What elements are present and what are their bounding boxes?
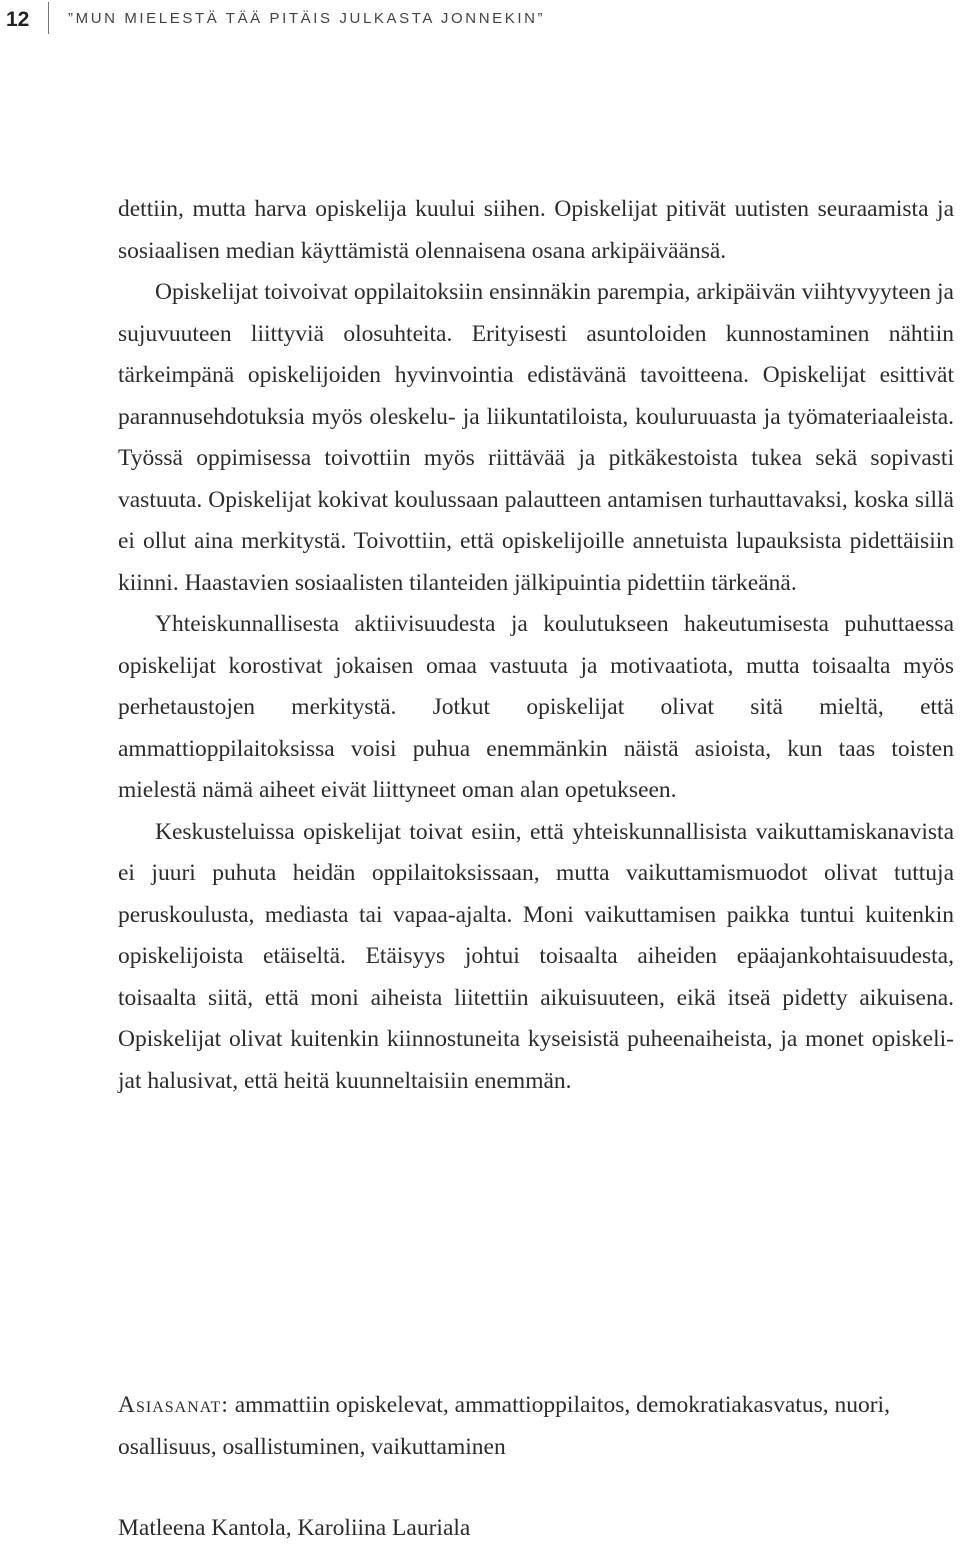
authors: Matleena Kantola, Karoliina Lauriala xyxy=(118,1515,471,1541)
running-title: ”MUN MIELESTÄ TÄÄ PITÄIS JULKASTA JONNEKIN” xyxy=(68,10,546,27)
body-text xyxy=(118,189,954,1102)
paragraph: Keskusteluissa opiskelijat toivat esiin, että yhteiskunnallisista vaikuttamiskanavista ei juuri puhuta heidän oppilaitoksissaan, mutta vaikuttamismuodot olivat tuttuja peruskoulusta, mediasta tai vapaa-ajalta. Moni vaikuttamisen paikka tuntui kuitenkin opiskelijoista etäiseltä. Etäisyys johtui toisaalta aiheiden epäajankohtaisuudesta, toisaalta siitä, että moni aiheista liitettiin aikuisuuteen, eikä itseä pidetty aikuisena. Opiskelijat olivat kuitenkin kiinnostuneita kyseisistä puheenaiheista, ja monet opiskelijat halusivat, että heitä kuunneltaisiin enemmän. xyxy=(118,818,954,1094)
keywords xyxy=(118,1384,954,1468)
keywords-list: ammattiin opiskelevat, ammattioppilaitos, demokratiakasvatus, nuori, osallisuus, osallistuminen, vaikuttaminen xyxy=(118,1392,890,1460)
paragraph: Opiskelijat toivoivat oppilaitoksiin ensinnäkin parempia, arkipäivän viihtyvyyteen ja sujuvuuteen liittyviä olosuhteita. Erityisesti asuntoloiden kunnostaminen nähtiin tärkeimpänä opiskelijoiden hyvinvointia edistävänä tavoitteena. Opiskelijat esittivät parannusehdotuksia myös oleskelu- ja liikuntatiloista, kouluruuasta ja työmateriaaleista. Työssä oppimisessa toivottiin myös riittävää ja pitkäkestoista tukea sekä sopivasti vastuuta. Opiskelijat kokivat koulussaan palautteen antamisen turhauttavaksi, koska sillä ei ollut aina merkitystä. Toivottiin, että opiskelijoille annetuista lupauksista pidettäisiin kiinni. Haastavien sosiaalisten tilanteiden jälkipuintia pidettiin tärkeänä. xyxy=(118,279,954,596)
paragraph: Yhteiskunnallisesta aktiivisuudesta ja koulutukseen hakeutumisesta puhuttaessa opiskelijat korostivat jokaisen omaa vastuuta ja motivaatiota, mutta toisaalta myös perhetaustojen merkitystä. Jotkut opiskelijat olivat sitä mieltä, että ammattioppilaitoksissa voisi puhua enemmänkin näistä asioista, kun taas toisten mielestä nämä aiheet eivät liittyneet oman alan opetukseen. xyxy=(118,611,954,803)
page-number: 12 xyxy=(6,8,30,31)
header-divider xyxy=(48,2,49,34)
keywords-label: Asiasanat: xyxy=(118,1392,229,1418)
page-header xyxy=(0,0,960,46)
paragraph-continued: dettiin, mutta harva opiskelija kuului siihen. Opiskelijat pitivät uutisten seuraamista ja sosiaalisen median käyttämistä olennaisena osana arkipäiväänsä. xyxy=(118,196,954,264)
